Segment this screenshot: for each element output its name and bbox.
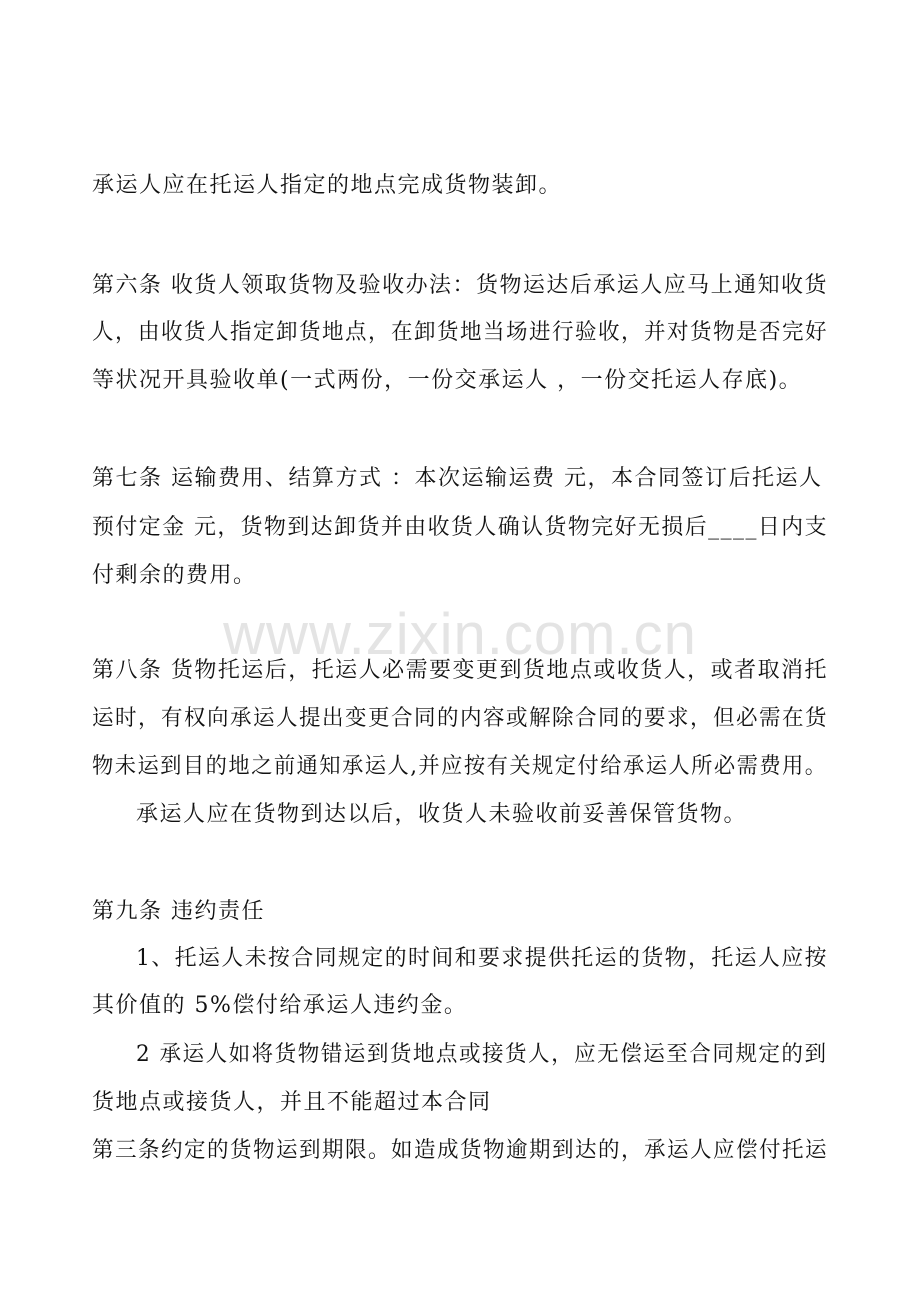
article-8-line-3: 物未运到目的地之前通知承运人,并应按有关规定付给承运人所必需费用。 (92, 754, 828, 779)
article-7-line-2: 预付定金 元，货物到达卸货并由收货人确认货物完好无损后____日内支 (92, 515, 828, 540)
article-9-item-2-line-2: 货地点或接货人，并且不能超过本合同 (92, 1090, 492, 1115)
article-9-item-1-line-2: 其价值的 5%偿付给承运人违约金。 (92, 993, 468, 1018)
article-8-line-4: 承运人应在货物到达以后，收货人未验收前妥善保管货物。 (136, 802, 748, 827)
article-9-heading: 第九条 违约责任 (92, 899, 265, 924)
article-6-line-1: 第六条 收货人领取货物及验收办法：货物运达后承运人应马上通知收货 (92, 273, 828, 298)
article-8-line-1: 第八条 货物托运后，托运人必需要变更到货地点或收货人，或者取消托 (92, 658, 828, 683)
article-6-line-2: 人，由收货人指定卸货地点，在卸货地当场进行验收，并对货物是否完好 (92, 320, 829, 345)
text-line: 承运人应在托运人指定的地点完成货物装卸。 (92, 173, 563, 198)
article-7-line-1: 第七条 运输费用、结算方式 ：本次运输运费 元，本合同签订后托运人 (92, 466, 823, 491)
watermark: www.zixin.com.cn (223, 602, 697, 667)
article-9-item-2-line-3: 第三条约定的货物运到期限。如造成货物逾期到达的，承运人应偿付托运 (92, 1138, 829, 1163)
article-9-item-2-line-1: 2 承运人如将货物错运到货地点或接货人，应无偿运至合同规定的到 (136, 1042, 828, 1067)
article-7-line-3: 付剩余的费用。 (92, 563, 257, 588)
article-9-item-1-line-1: 1、托运人未按合同规定的时间和要求提供托运的货物，托运人应按 (136, 946, 828, 971)
article-8-line-2: 运时，有权向承运人提出变更合同的内容或解除合同的要求，但必需在货 (92, 706, 829, 731)
article-6-line-3: 等状况开具验收单(一式两份，一份交承运人 ，一份交托运人存底)。 (92, 368, 803, 393)
